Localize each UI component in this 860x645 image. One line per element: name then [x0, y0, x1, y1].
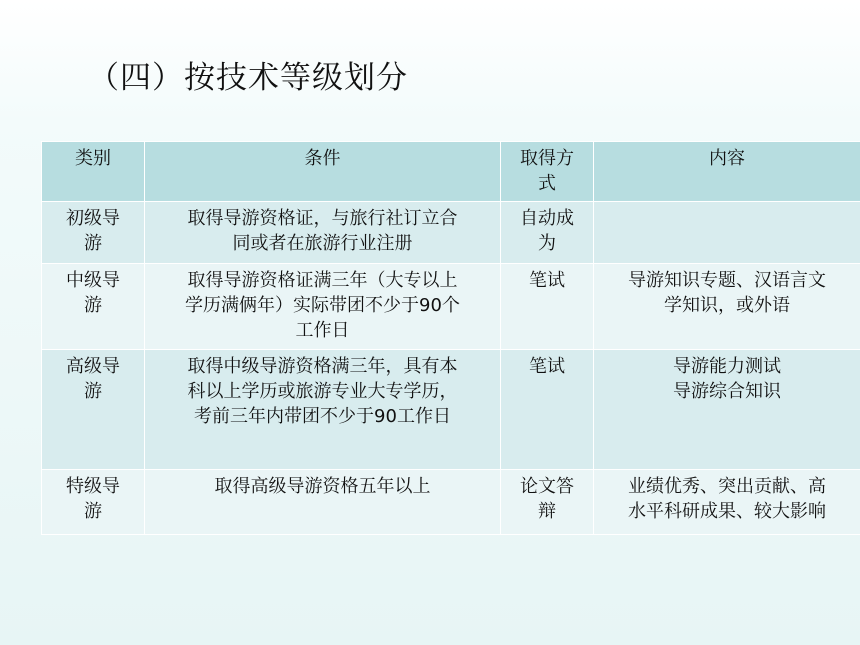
- content-cell: [594, 202, 860, 264]
- content-line: 学知识，或外语: [664, 295, 790, 316]
- method-line: 自动成: [520, 208, 574, 229]
- condition-cell: [145, 470, 501, 535]
- header-method-line-2: 式: [538, 173, 556, 194]
- content-line: 导游能力测试: [673, 356, 781, 377]
- category-cell: [42, 350, 145, 470]
- category-cell: [42, 202, 145, 264]
- table-row: [42, 350, 860, 470]
- category-cell: [42, 264, 145, 350]
- condition-line: 取得中级导游资格满三年，具有本: [187, 356, 458, 377]
- condition-line: 考前三年内带团不少于90工作日: [194, 406, 451, 427]
- content-cell: [594, 350, 860, 470]
- content-cell: [594, 470, 860, 535]
- header-method-line-1: 取得方: [520, 148, 574, 169]
- table-row: [42, 202, 860, 264]
- condition-line: 工作日: [295, 320, 350, 341]
- category-line: 中级导: [66, 270, 120, 291]
- method-cell: [501, 470, 594, 535]
- header-condition: 条件: [145, 142, 501, 202]
- content-cell: [594, 264, 860, 350]
- method-line: 笔试: [529, 356, 565, 377]
- table-row: [42, 470, 860, 535]
- page-title: （四）按技术等级划分: [88, 60, 408, 96]
- category-line: 高级导: [66, 356, 120, 377]
- header-content: 内容: [594, 142, 860, 202]
- condition-line: 取得高级导游资格五年以上: [214, 476, 431, 497]
- header-category: 类别: [42, 142, 145, 202]
- content-line: 业绩优秀、突出贡献、高: [628, 476, 826, 497]
- condition-line: 取得导游资格证满三年（大专以上: [187, 270, 458, 291]
- method-line: 为: [538, 233, 556, 254]
- condition-cell: [145, 264, 501, 350]
- category-cell: [42, 470, 145, 535]
- content-line: 水平科研成果、较大影响: [628, 501, 826, 522]
- content-line: 导游知识专题、汉语言文: [628, 270, 826, 291]
- table-row: [42, 264, 860, 350]
- method-line: 辩: [538, 501, 556, 522]
- table-header-row: [42, 142, 860, 202]
- category-line: 特级导: [66, 476, 120, 497]
- category-line: 游: [84, 381, 102, 402]
- content-line: 导游综合知识: [673, 381, 781, 402]
- method-line: 笔试: [529, 270, 565, 291]
- method-cell: [501, 350, 594, 470]
- category-line: 游: [84, 501, 102, 522]
- condition-line: 学历满俩年）实际带团不少于90个: [185, 295, 460, 316]
- category-line: 游: [84, 233, 102, 254]
- category-line: 初级导: [66, 208, 120, 229]
- condition-cell: [145, 350, 501, 470]
- category-line: 游: [84, 295, 102, 316]
- method-cell: [501, 264, 594, 350]
- header-method: [501, 142, 594, 202]
- condition-line: 科以上学历或旅游专业大专学历，: [187, 381, 458, 402]
- method-cell: [501, 202, 594, 264]
- condition-cell: [145, 202, 501, 264]
- condition-line: 取得导游资格证，与旅行社订立合: [187, 208, 458, 229]
- condition-line: 同或者在旅游行业注册: [232, 233, 413, 254]
- grade-table: [41, 141, 860, 535]
- method-line: 论文答: [520, 476, 574, 497]
